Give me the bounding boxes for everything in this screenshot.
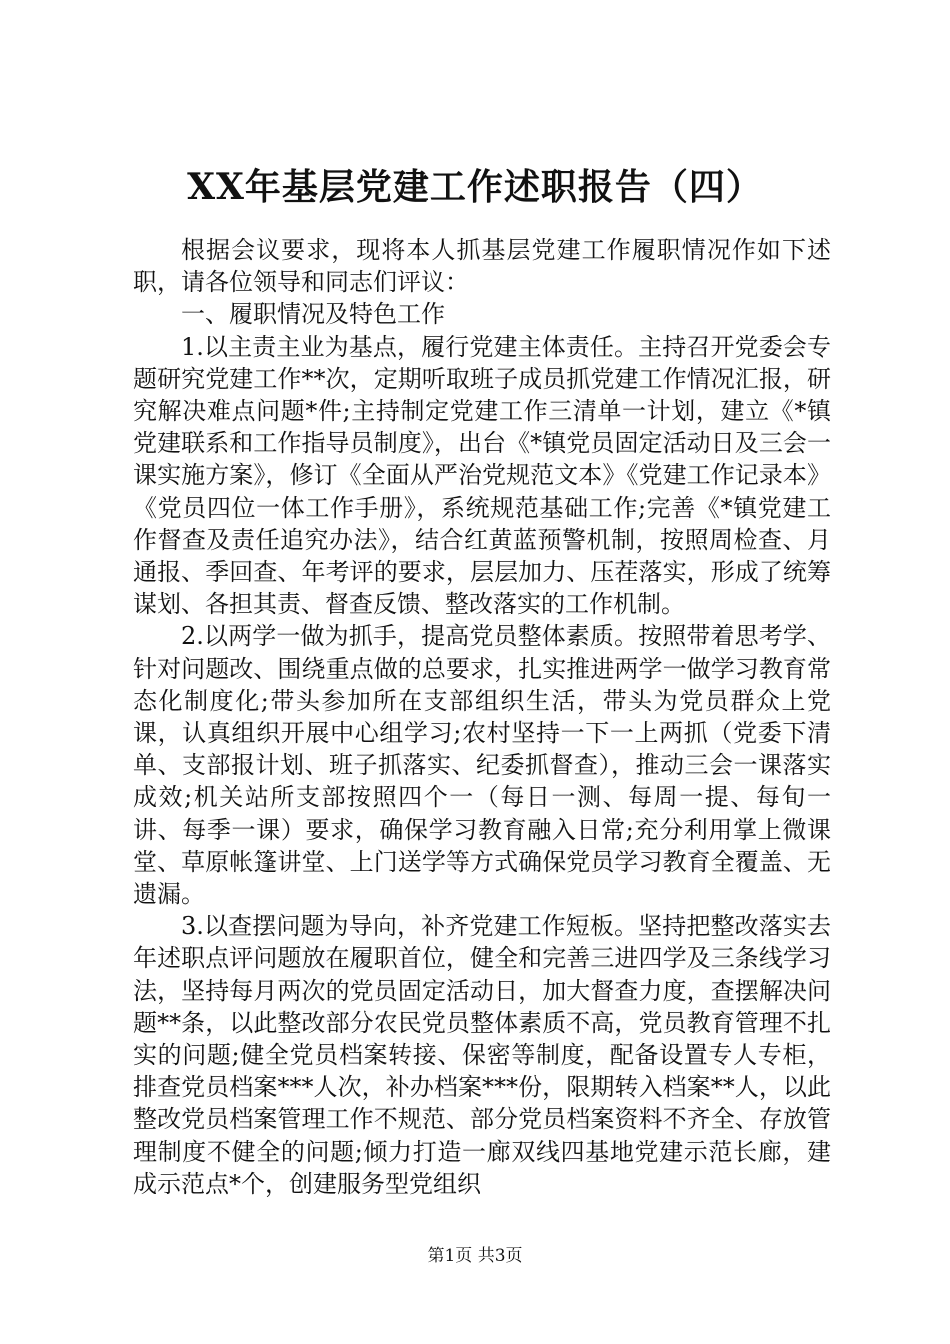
section-heading: 一、履职情况及特色工作 [181, 300, 445, 329]
paragraph-item-1: 1.以主责主业为基点，履行党建主体责任。主持召开党委会专题研究党建工作**次，定期听取班子成员抓党建工作情况汇报，研究解决难点问题*件;主持制定党建工作三清单一计划，建立《*镇党建联系和工作指导员制度》，出台《*镇党员固定活动日及三会一课实施方案》，修订《全面从严治党规范文本》《党建工作记录本》《党员四位一体工作手册》，系统规范基础工作;完善《*镇党建工作督查及责任追究办法》，结合红黄蓝预警机制，按照周检查、月通报、季回查、年考评的要求，层层加力、压茬落实，形成了统筹谋划、各担其责、督查反馈、整改落实的工作机制。 [133, 332, 831, 619]
document-title: XX年基层党建工作述职报告（四） [187, 166, 763, 208]
paragraph-intro: 根据会议要求，现将本人抓基层党建工作履职情况作如下述职，请各位领导和同志们评议： [133, 236, 831, 297]
page-number-footer: 第1页 共3页 [427, 1246, 523, 1266]
paragraph-item-2: 2.以两学一做为抓手，提高党员整体素质。按照带着思考学、针对问题改、围绕重点做的总要求，扎实推进两学一做学习教育常态化制度化;带头参加所在支部组织生活，带头为党员群众上党课，认真组织开展中心组学习;农村坚持一下一上两抓（党委下清单、支部报计划、班子抓落实、纪委抓督查），推动三会一课落实成效;机关站所支部按照四个一（每日一测、每周一提、每旬一讲、每季一课）要求，确保学习教育融入日常;充分利用掌上微课堂、草原帐篷讲堂、上门送学等方式确保党员学习教育全覆盖、无遗漏。 [133, 622, 831, 909]
document-body [133, 234, 831, 1200]
paragraph-item-3: 3.以查摆问题为导向，补齐党建工作短板。坚持把整改落实去年述职点评问题放在履职首位，健全和完善三进四学及三条线学习法，坚持每月两次的党员固定活动日，加大督查力度，查摆解决问题**条，以此整改部分农民党员整体素质不高，党员教育管理不扎实的问题;健全党员档案转接、保密等制度，配备设置专人专柜，排查党员档案***人次，补办档案***份，限期转入档案**人，以此整改党员档案管理工作不规范、部分党员档案资料不齐全、存放管理制度不健全的问题;倾力打造一廊双线四基地党建示范长廊，建成示范点*个，创建服务型党组织 [133, 912, 831, 1198]
